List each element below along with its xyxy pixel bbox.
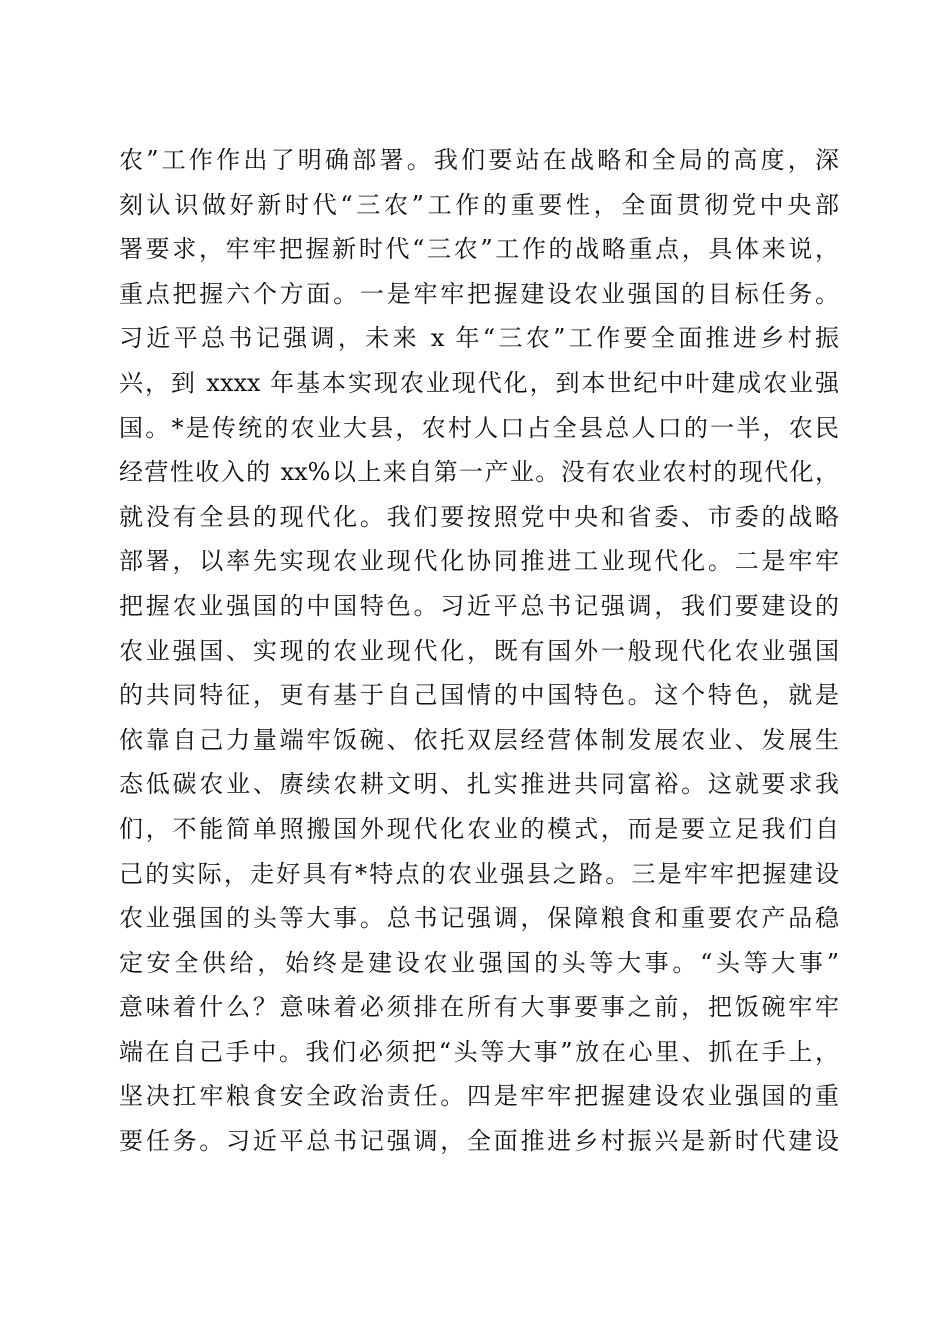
text-line: 就没有全县的现代化。我们要按照党中央和省委、市委的战略: [119, 502, 839, 531]
text-line: 署要求，牢牢把握新时代“三农”工作的战略重点，具体来说，: [119, 235, 839, 264]
text-line: 习近平总书记强调，未来 x 年“三农”工作要全面推进乡村振: [119, 324, 839, 353]
text-line: 经营性收入的 xx%以上来自第一产业。没有农业农村的现代化，: [119, 458, 839, 487]
text-line: 部署，以率先实现农业现代化协同推进工业现代化。二是牢牢: [119, 547, 839, 576]
text-line: 农业强国的头等大事。总书记强调，保障粮食和重要农产品稳: [119, 904, 839, 933]
text-line: 国。*是传统的农业大县，农村人口占全县总人口的一半，农民: [119, 413, 839, 442]
text-line: 农”工作作出了明确部署。我们要站在战略和全局的高度，深: [119, 146, 839, 174]
text-line: 态低碳农业、赓续农耕文明、扎实推进共同富裕。这就要求我: [119, 770, 839, 799]
text-line: 要任务。习近平总书记强调，全面推进乡村振兴是新时代建设: [119, 1127, 839, 1156]
text-line: 把握农业强国的中国特色。习近平总书记强调，我们要建设的: [119, 591, 839, 620]
text-line: 端在自己手中。我们必须把“头等大事”放在心里、抓在手上，: [119, 1037, 839, 1066]
text-line: 定安全供给，始终是建设农业强国的头等大事。“头等大事”: [119, 948, 839, 977]
text-line: 兴，到 xxxx 年基本实现农业现代化，到本世纪中叶建成农业强: [119, 368, 839, 397]
text-line: 们，不能简单照搬国外现代化农业的模式，而是要立足我们自: [119, 814, 839, 843]
text-line: 重点把握六个方面。一是牢牢把握建设农业强国的目标任务。: [119, 279, 839, 308]
text-line: 依靠自己力量端牢饭碗、依托双层经营体制发展农业、发展生: [119, 725, 839, 754]
text-line: 己的实际，走好具有*特点的农业强县之路。三是牢牢把握建设: [119, 859, 839, 888]
text-line: 刻认识做好新时代“三农”工作的重要性，全面贯彻党中央部: [119, 190, 839, 219]
text-line: 农业强国、实现的农业现代化，既有国外一般现代化农业强国: [119, 636, 839, 665]
text-line: 坚决扛牢粮食安全政治责任。四是牢牢把握建设农业强国的重: [119, 1082, 839, 1111]
text-line: 的共同特征，更有基于自己国情的中国特色。这个特色，就是: [119, 681, 839, 710]
body-text: [119, 138, 839, 1164]
text-line: 意味着什么？意味着必须排在所有大事要事之前，把饭碗牢牢: [119, 993, 839, 1022]
